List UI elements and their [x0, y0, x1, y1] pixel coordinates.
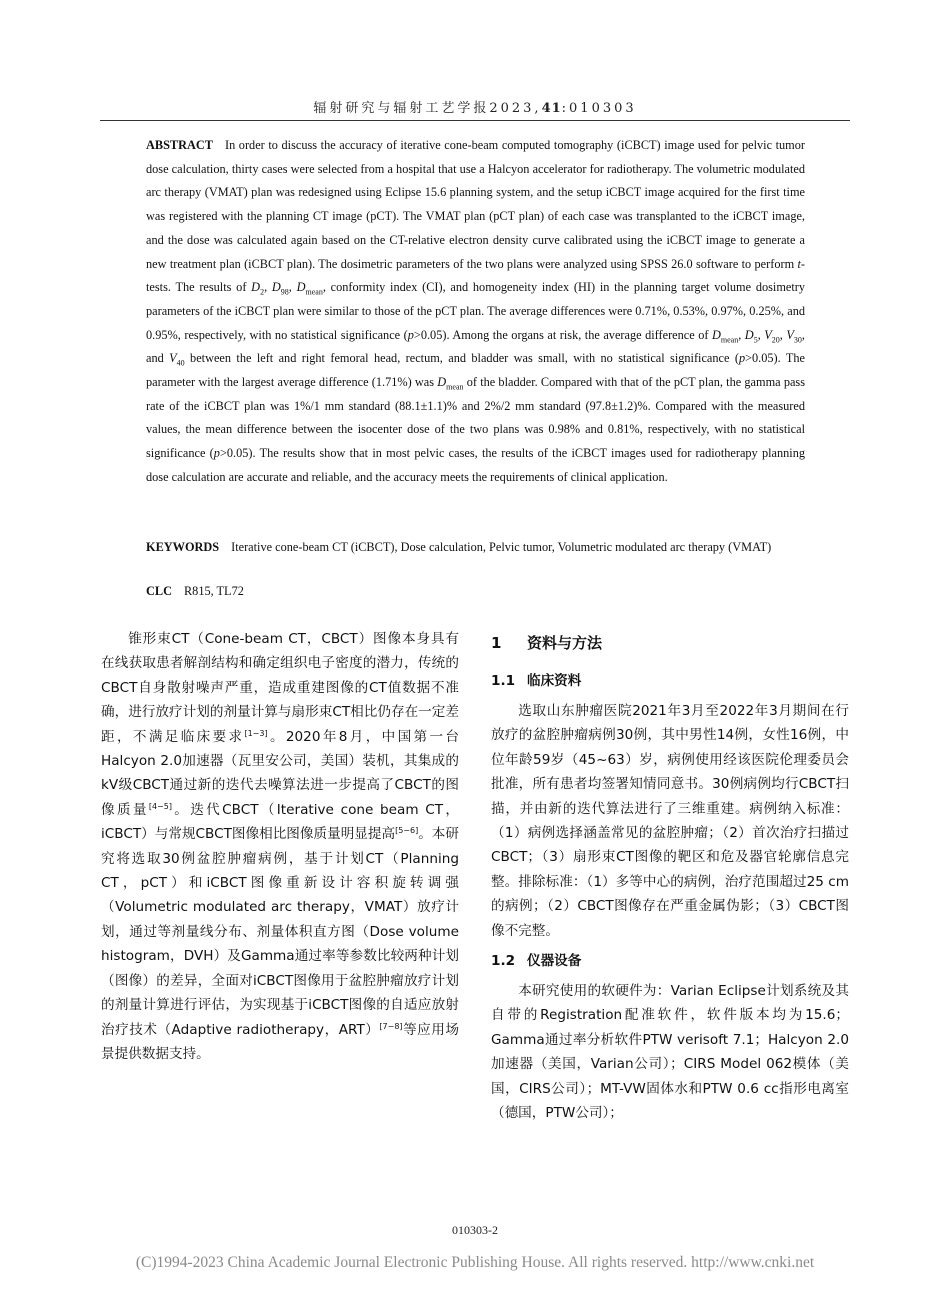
header-year: 2023, — [489, 101, 542, 116]
citation-ref: [4−5] — [148, 801, 172, 811]
abstract-block: ABSTRACT In order to discuss the accuracy of iterative cone-beam computed tomography (iCBCT) image used for pelvic tumor dose calculation, thirty cases were selected from a hospital that use a Halcyon accelerator for radiotherapy. The volumetric modulated arc therapy (VMAT) plan was redesigned using Eclipse 15.6 planning system, and the setup iCBCT image acquired for the first time was registered with the planning CT image (pCT). The VMAT plan (pCT plan) of each case was transplanted to the iCBCT image, and the dose was calculated again based on the CT-relative electron density curve calibrated using the iCBCT image to generate a new treatment plan (iCBCT plan). The dosimetric parameters of the two plans were analyzed using SPSS 26.0 software to perform t-tests. The results of $D_2$, $D_{98}$, $D_{mean}$, conformity index (CI), and homogeneity index (HI) in the planning target volume dosimetry parameters of the iCBCT plan were similar to those of the pCT plan. The average differences were 0.71%, 0.53%, 0.97%, 0.25%, and 0.95%, respectively, with no statistical significance (p>0.05). Among the organs at risk, the average difference of $D_{mean}$, $D_5$, $V_{20}$, $V_{30}$, and $V_{40}$ between the left and right femoral head, rectum, and bladder was small, with no statistical significance (p>0.05). The parameter with the largest average difference (1.71%) was $D_{mean}$ of the bladder. Compared with that of the pCT plan, the gamma pass rate of the iCBCT plan was 1%/1 mm standard (88.1±1.1)% and 2%/2 mm standard (97.8±1.2)%. Compared with the measured values, the mean difference between the isocenter dose of the two plans was 0.98% and 0.81%, respectively, with no statistical significance (p>0.05). The results show that in most pelvic cases, the results of the iCBCT images used for radiotherapy planning dose calculation are accurate and reliable, and the accuracy meets the requirements of clinical application. — [146, 138, 806, 484]
methods-column — [491, 627, 849, 1126]
equipment-paragraph: 本研究使用的软硬件为：Varian Eclipse计划系统及其自带的Registration配准软件，软件版本均为15.6；Gamma通过率分析软件PTW verisoft 7.1；Halcyon 2.0加速器（美国，Varian公司）；CIRS Model 062模体（美国，CIRS公司）；MT-VW固体水和PTW 0.6 cc指形电离室（德国，PTW公司）； — [491, 983, 849, 1122]
section-heading-1-1: 1.1 临床资料 — [491, 673, 582, 689]
clc-text: R815, TL72 — [183, 584, 244, 598]
page-number: 010303-2 — [452, 1223, 498, 1237]
citation-ref: [7−8] — [379, 1021, 403, 1031]
citation-ref: [1−3] — [244, 728, 268, 738]
intro-paragraph: 锥形束CT（Cone-beam CT，CBCT）图像本身具有在线获取患者解剖结构和确定组织电子密度的潜力，传统的CBCT自身散射噪声严重，造成重建图像的CT值数据不准确，进行放疗计划的剂量计算与扇形束CT相比仍存在一定差距，不满足临床要求[1−3]。2020年8月，中国第一台Halcyon 2.0加速器（瓦里安公司，美国）装机，其集成的kV级CBCT通过新的迭代去噪算法进一步提高了CBCT的图像质量[4−5]。迭代CBCT（Iterative cone beam CT，iCBCT）与常规CBCT图像相比图像质量明显提高[5−6]。本研究将选取30例盆腔肿瘤病例，基于计划CT（Planning CT，pCT）和iCBCT图像重新设计容积旋转调强（Volumetric modulated arc therapy，VMAT）放疗计划，通过等剂量线分布、剂量体积直方图（Dose volume histogram，DVH）及Gamma通过率等参数比较两种计划（图像）的差异，全面对iCBCT图像用于盆腔肿瘤放疗计划的剂量计算进行评估，为实现基于iCBCT图像的自适应放射治疗技术（Adaptive radiotherapy，ART）[7−8]等应用场景提供数据支持。 — [101, 631, 459, 1062]
keywords-text: Iterative cone-beam CT (iCBCT), Dose calculation, Pelvic tumor, Volumetric modulated arc therapy (VMAT) — [231, 540, 772, 554]
intro-column — [101, 627, 459, 1066]
header-rule — [100, 120, 850, 121]
abstract-label: ABSTRACT — [146, 138, 213, 152]
keywords-label: KEYWORDS — [146, 540, 220, 554]
header-article-id: :010303 — [561, 101, 637, 116]
header-volume: 41 — [541, 101, 562, 116]
journal-name: 辐射研究与辐射工艺学报 — [313, 101, 490, 116]
section-heading-1-2: 1.2 仪器设备 — [491, 953, 582, 970]
clinical-data-paragraph: 选取山东肿瘤医院2021年3月至2022年3月期间在行放疗的盆腔肿瘤病例30例，其中男性14例，女性16例，中位年龄59岁（45~63）岁，病例使用经该医院伦理委员会批准，所有患者均签署知情同意书。30例病例均行CBCT扫描，并由新的迭代算法进行了三维重建。病例纳入标准：（1）病例选择涵盖常见的盆腔肿瘤；（2）首次治疗扫描过CBCT；（3）扇形束CT图像的靶区和危及器官轮廓信息完整。排除标准：（1）多等中心的病例，治疗范围超过25 cm的病例；（2）CBCT图像存在严重金属伪影；（3）CBCT图像不完整。 — [491, 703, 849, 939]
clc-label: CLC — [146, 584, 172, 598]
keywords-line — [146, 536, 805, 560]
section-heading-1: 1 资料与方法 — [491, 634, 603, 652]
citation-ref: [5−6] — [395, 826, 419, 836]
cnki-footer: (C)1994-2023 China Academic Journal Electronic Publishing House. All rights reserved. http://www.cnki.net — [135, 1254, 815, 1271]
clc-line — [146, 580, 805, 604]
running-header — [0, 97, 950, 116]
